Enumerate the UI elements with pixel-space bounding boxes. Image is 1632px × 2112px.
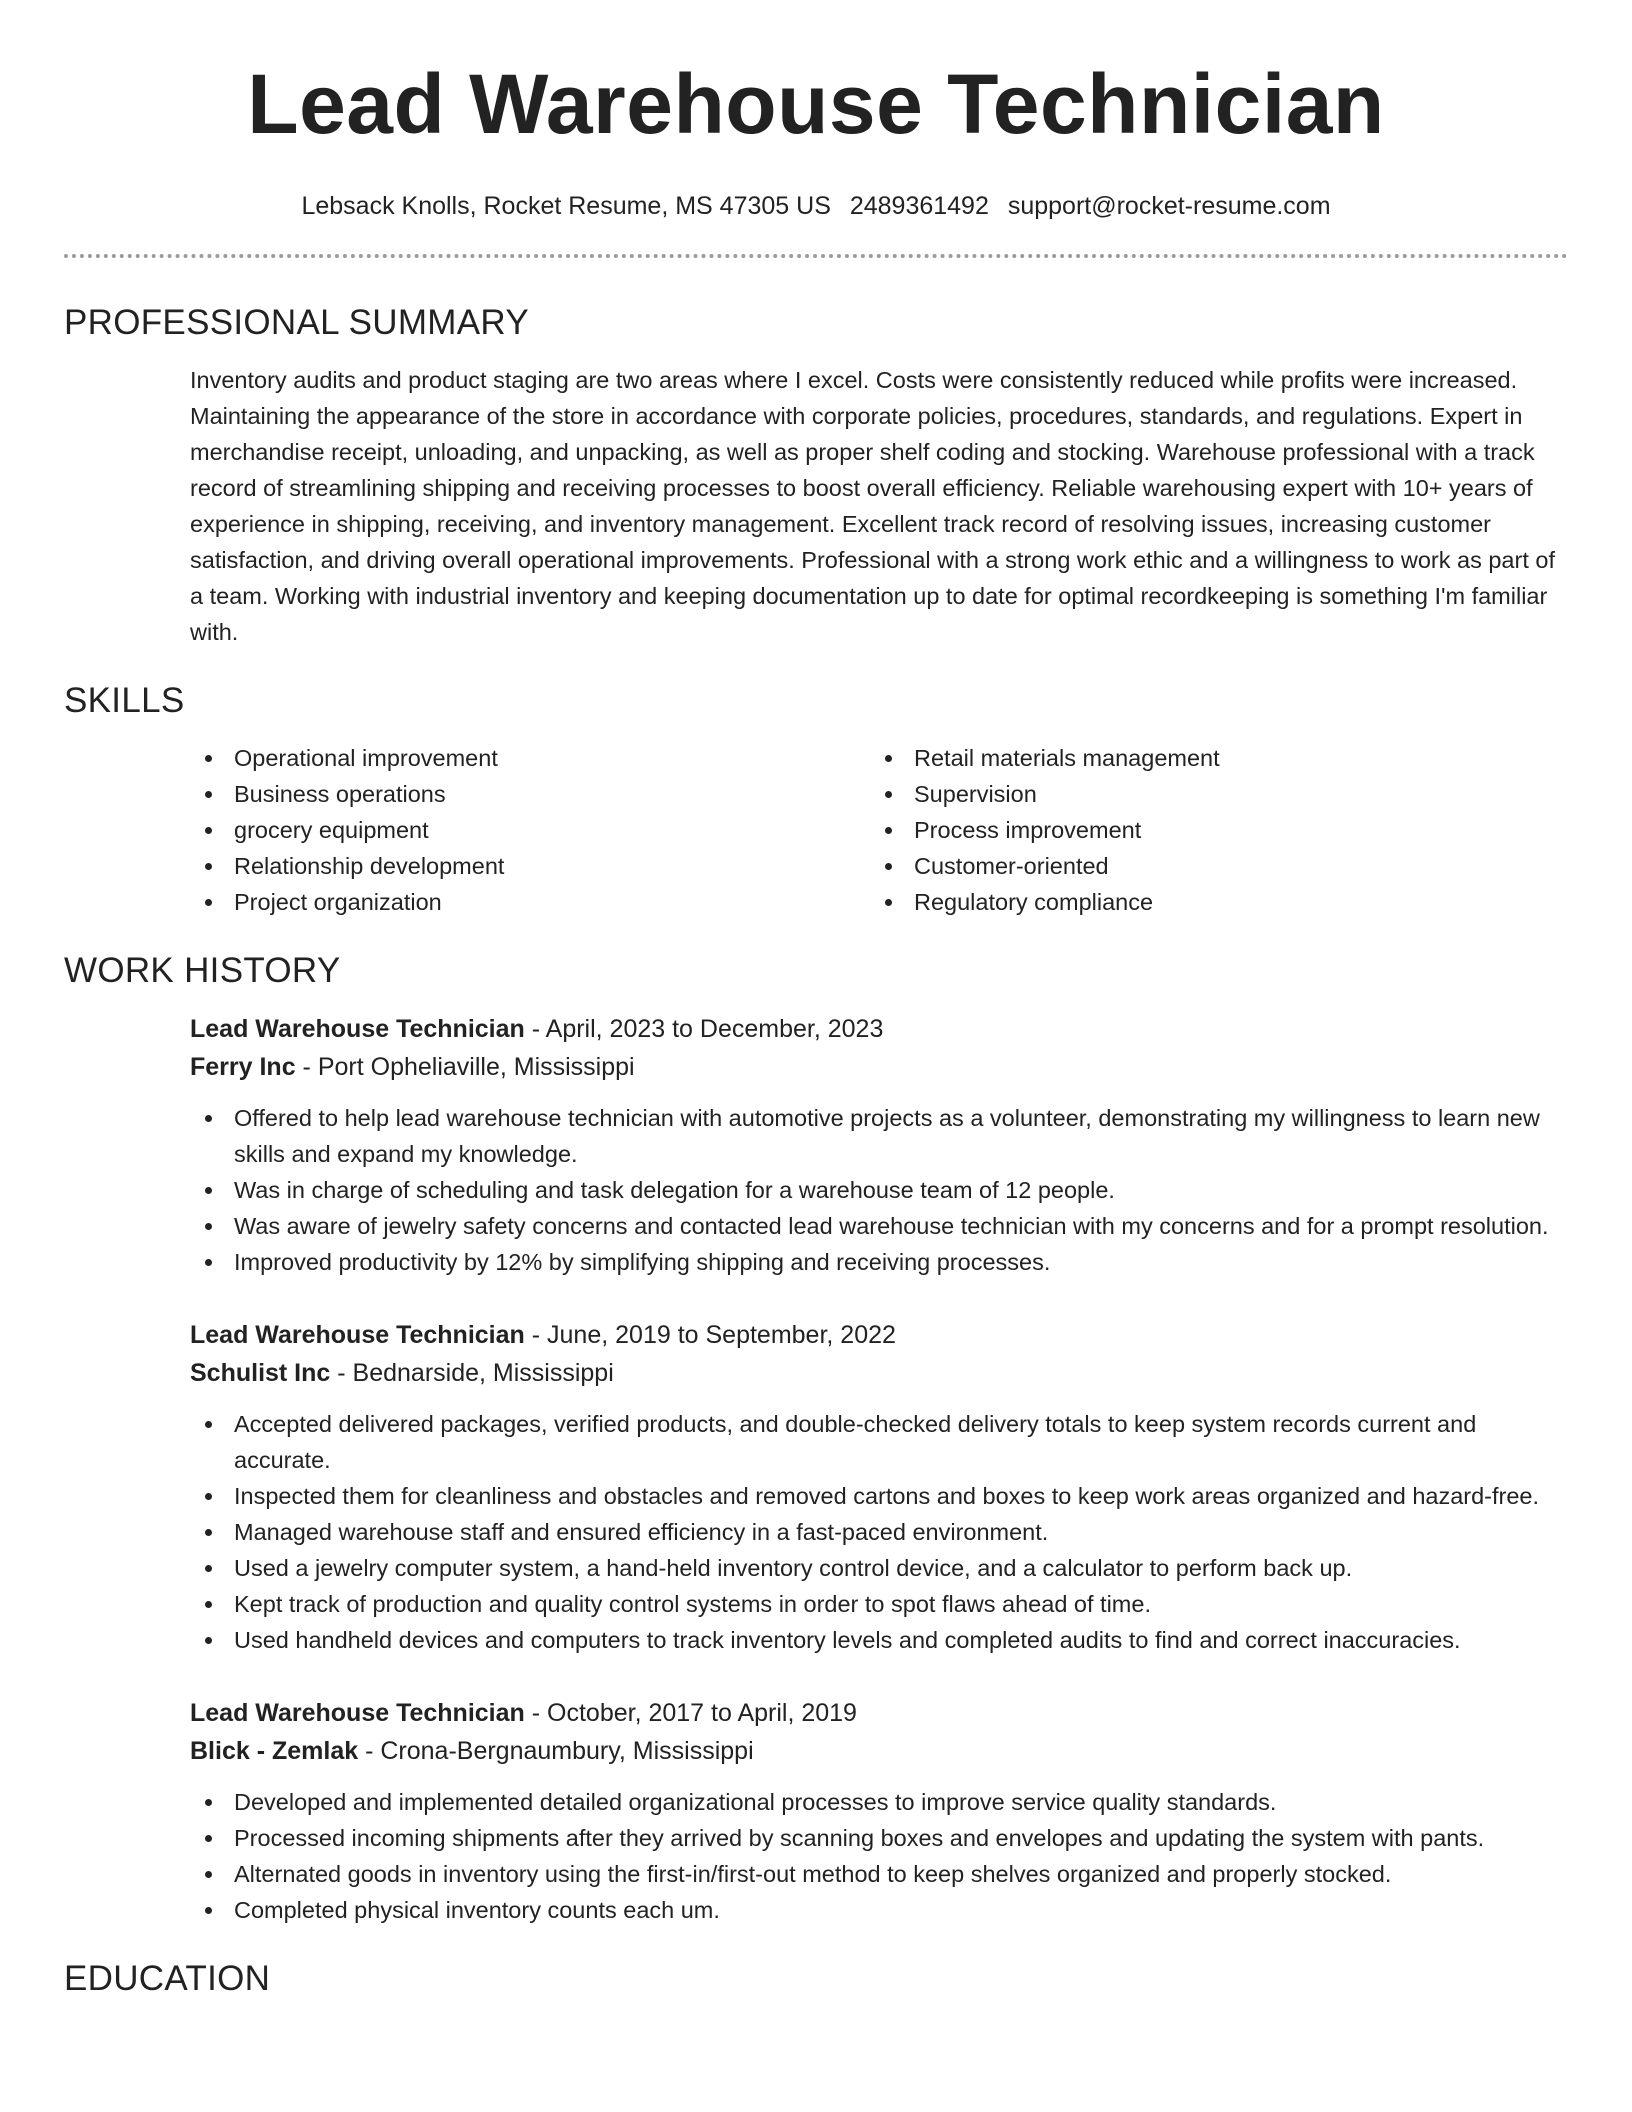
skill-item: Process improvement — [870, 812, 1220, 848]
job-bullet: Accepted delivered packages, verified products, and double-checked delivery totals to keep system records current and accurate. — [190, 1406, 1568, 1478]
skill-item: Business operations — [190, 776, 870, 812]
skills-list — [190, 740, 1568, 920]
job-location: - Crona-Bergnaumbury, Mississippi — [358, 1737, 754, 1765]
skill-item: grocery equipment — [190, 812, 870, 848]
job-bullet: Completed physical inventory counts each um. — [190, 1892, 1568, 1928]
work-history-section — [190, 1010, 1568, 1928]
job-role: Lead Warehouse Technician — [190, 1699, 525, 1727]
job-location: - Bednarside, Mississippi — [330, 1359, 614, 1387]
skill-item: Retail materials management — [870, 740, 1220, 776]
job-bullet: Processed incoming shipments after they arrived by scanning boxes and envelopes and updating the system with pants. — [190, 1820, 1568, 1856]
contact-line — [64, 190, 1568, 222]
job-role: Lead Warehouse Technician — [190, 1321, 525, 1349]
job-bullet: Used handheld devices and computers to track inventory levels and completed audits to find and correct inaccuracies. — [190, 1622, 1568, 1658]
resume-page — [64, 0, 1568, 2000]
job-bullet: Kept track of production and quality control systems in order to spot flaws ahead of time. — [190, 1586, 1568, 1622]
job-company-line — [190, 1732, 1568, 1770]
work-history-heading: WORK HISTORY — [64, 951, 341, 990]
job-entry — [190, 1010, 1568, 1280]
education-heading: EDUCATION — [64, 1959, 271, 1998]
job-location: - Port Opheliaville, Mississippi — [295, 1053, 635, 1081]
job-title-line — [190, 1316, 1568, 1354]
job-company: Blick - Zemlak — [190, 1737, 359, 1765]
job-dates: - October, 2017 to April, 2019 — [524, 1699, 857, 1727]
job-company: Schulist Inc — [190, 1359, 331, 1387]
job-bullet: Developed and implemented detailed organizational processes to improve service quality standards. — [190, 1784, 1568, 1820]
skills-column-left — [190, 740, 870, 920]
job-entry — [190, 1694, 1568, 1928]
contact-email: support@rocket-resume.com — [1007, 192, 1331, 220]
job-bullets — [190, 1100, 1568, 1280]
skills-column-right — [870, 740, 1220, 920]
job-dates: - June, 2019 to September, 2022 — [524, 1321, 896, 1349]
skill-item: Relationship development — [190, 848, 870, 884]
job-title-line — [190, 1694, 1568, 1732]
skill-item: Project organization — [190, 884, 870, 920]
job-bullet: Was aware of jewelry safety concerns and contacted lead warehouse technician with my concerns and for a prompt resolution. — [190, 1208, 1568, 1244]
summary-text: Inventory audits and product staging are two areas where I excel. Costs were consistently reduced while profits were increased. Maintaining the appearance of the store in accordance with corporate policies, procedures, standards, and regulations. Expert in merchandise receipt, unloading, and unpacking, as well as proper shelf coding and stocking. Warehouse professional with a track record of streamlining shipping and receiving processes to boost overall efficiency. Reliable warehousing expert with 10+ years of experience in shipping, receiving, and inventory management. Excellent track record of resolving issues, increasing customer satisfaction, and driving overall operational improvements. Professional with a strong work ethic and a willingness to work as part of a team. Working with industrial inventory and keeping documentation up to date for optimal recordkeeping is something I'm familiar with. — [190, 367, 1555, 645]
job-entry — [190, 1316, 1568, 1658]
skills-heading: SKILLS — [64, 681, 185, 720]
skill-item: Supervision — [870, 776, 1220, 812]
job-bullets — [190, 1784, 1568, 1928]
job-bullets — [190, 1406, 1568, 1658]
skill-item: Customer-oriented — [870, 848, 1220, 884]
header-divider — [64, 254, 1568, 258]
summary-section — [190, 362, 1568, 650]
job-bullet: Was in charge of scheduling and task delegation for a warehouse team of 12 people. — [190, 1172, 1568, 1208]
job-role: Lead Warehouse Technician — [190, 1015, 525, 1043]
job-bullet: Managed warehouse staff and ensured efficiency in a fast-paced environment. — [190, 1514, 1568, 1550]
resume-name: Lead Warehouse Technician — [247, 57, 1385, 151]
skill-item: Regulatory compliance — [870, 884, 1220, 920]
job-company-line — [190, 1354, 1568, 1392]
contact-address: Lebsack Knolls, Rocket Resume, MS 47305 US — [301, 192, 831, 220]
skill-item: Operational improvement — [190, 740, 870, 776]
job-bullet: Inspected them for cleanliness and obstacles and removed cartons and boxes to keep work areas organized and hazard-free. — [190, 1478, 1568, 1514]
summary-heading: PROFESSIONAL SUMMARY — [64, 303, 529, 342]
job-bullet: Used a jewelry computer system, a hand-held inventory control device, and a calculator to perform back up. — [190, 1550, 1568, 1586]
job-bullet: Improved productivity by 12% by simplifying shipping and receiving processes. — [190, 1244, 1568, 1280]
job-title-line — [190, 1010, 1568, 1048]
job-bullet: Alternated goods in inventory using the first-in/first-out method to keep shelves organized and properly stocked. — [190, 1856, 1568, 1892]
job-dates: - April, 2023 to December, 2023 — [524, 1015, 884, 1043]
job-company: Ferry Inc — [190, 1053, 296, 1081]
job-company-line — [190, 1048, 1568, 1086]
contact-phone: 2489361492 — [849, 192, 989, 220]
job-bullet: Offered to help lead warehouse technician with automotive projects as a volunteer, demonstrating my willingness to learn new skills and expand my knowledge. — [190, 1100, 1568, 1172]
